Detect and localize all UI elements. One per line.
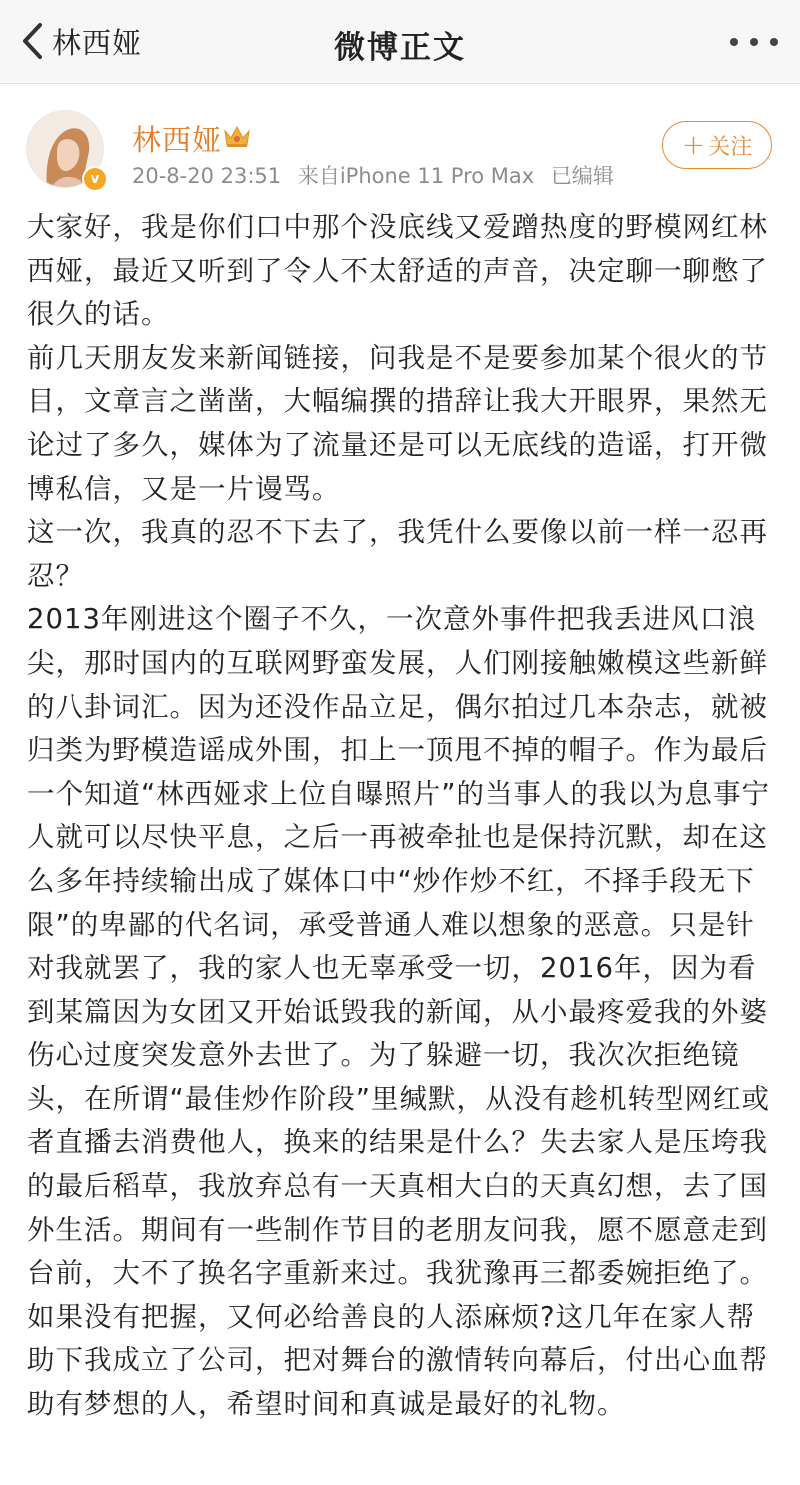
back-button-label: 林西娅 <box>52 25 143 60</box>
more-dot-icon <box>730 38 738 46</box>
post-paragraph: 2013年刚进这个圈子不久，一次意外事件把我丢进风口浪尖，那时国内的互联网野蛮发展，人们刚接触嫩模这些新鲜的八卦词汇。因为还没作品立足，偶尔拍过几本杂志，就被归类为野模造谣成外围，扣上一顶甩不掉的帽子。作为最后一个知道“林西娅求上位自曝照片”的当事人的我以为息事宁人就可以尽快平息，之后一再被牵扯也是保持沉默，却在这么多年持续输出成了媒体口中“炒作炒不红，不择手段无下限”的卑鄙的代名词，承受普通人难以想象的恶意。只是针对我就罢了，我的家人也无辜承受一切，2016年，因为看到某篇因为女团又开始诋毁我的新闻，从小最疼爱我的外婆伤心过度突发意外去世了。为了躲避一切，我次次拒绝镜头，在所谓“最佳炒作阶段”里缄默，从没有趁机转型网红或者直播去消费他人，换来的结果是什么？失去家人是压垮我的最后稻草，我放弃总有一天真相大白的天真幻想，去了国外生活。期间有一些制作节目的老朋友问我，愿不愿意走到台前，大不了换名字重新来过。我犹豫再三都委婉拒绝了。如果没有把握，又何必给善良的人添麻烦?这几年在家人帮助下我成立了公司，把对舞台的激情转向幕后，付出心血帮助有梦想的人，希望时间和真诚是最好的礼物。 <box>27 603 770 1421</box>
more-options-button[interactable] <box>730 30 778 54</box>
post-source: 来自iPhone 11 Pro Max <box>297 164 535 188</box>
author-name[interactable]: 林西娅 <box>132 123 223 157</box>
follow-button-label: 关注 <box>708 134 753 160</box>
more-dot-icon <box>750 38 758 46</box>
post-paragraph: 大家好，我是你们口中那个没底线又爱蹭热度的野模网红林西娅，最近又听到了令人不太舒适的声音，决定聊一聊憋了很久的话。 <box>27 211 768 331</box>
post-content <box>27 206 777 1427</box>
post-edited-label: 已编辑 <box>550 164 614 188</box>
crown-member-icon <box>222 121 252 151</box>
page-title: 微博正文 <box>334 30 466 66</box>
post-meta <box>132 160 624 190</box>
follow-button[interactable] <box>662 121 772 169</box>
more-dot-icon <box>770 38 778 46</box>
plus-icon: + <box>681 128 706 161</box>
top-navigation-bar <box>0 0 800 84</box>
verified-badge-icon: v <box>82 166 108 192</box>
author-avatar-button[interactable] <box>26 110 106 190</box>
post-paragraph: 前几天朋友发来新闻链接，问我是不是要参加某个很火的节目，文章言之凿凿，大幅编撰的措辞让我大开眼界，果然无论过了多久，媒体为了流量还是可以无底线的造谣，打开微博私信，又是一片谩骂。 <box>27 341 768 505</box>
post-date: 20-8-20 23:51 <box>132 164 282 188</box>
post-paragraph: 这一次，我真的忍不下去了，我凭什么要像以前一样一忍再忍？ <box>27 516 768 592</box>
